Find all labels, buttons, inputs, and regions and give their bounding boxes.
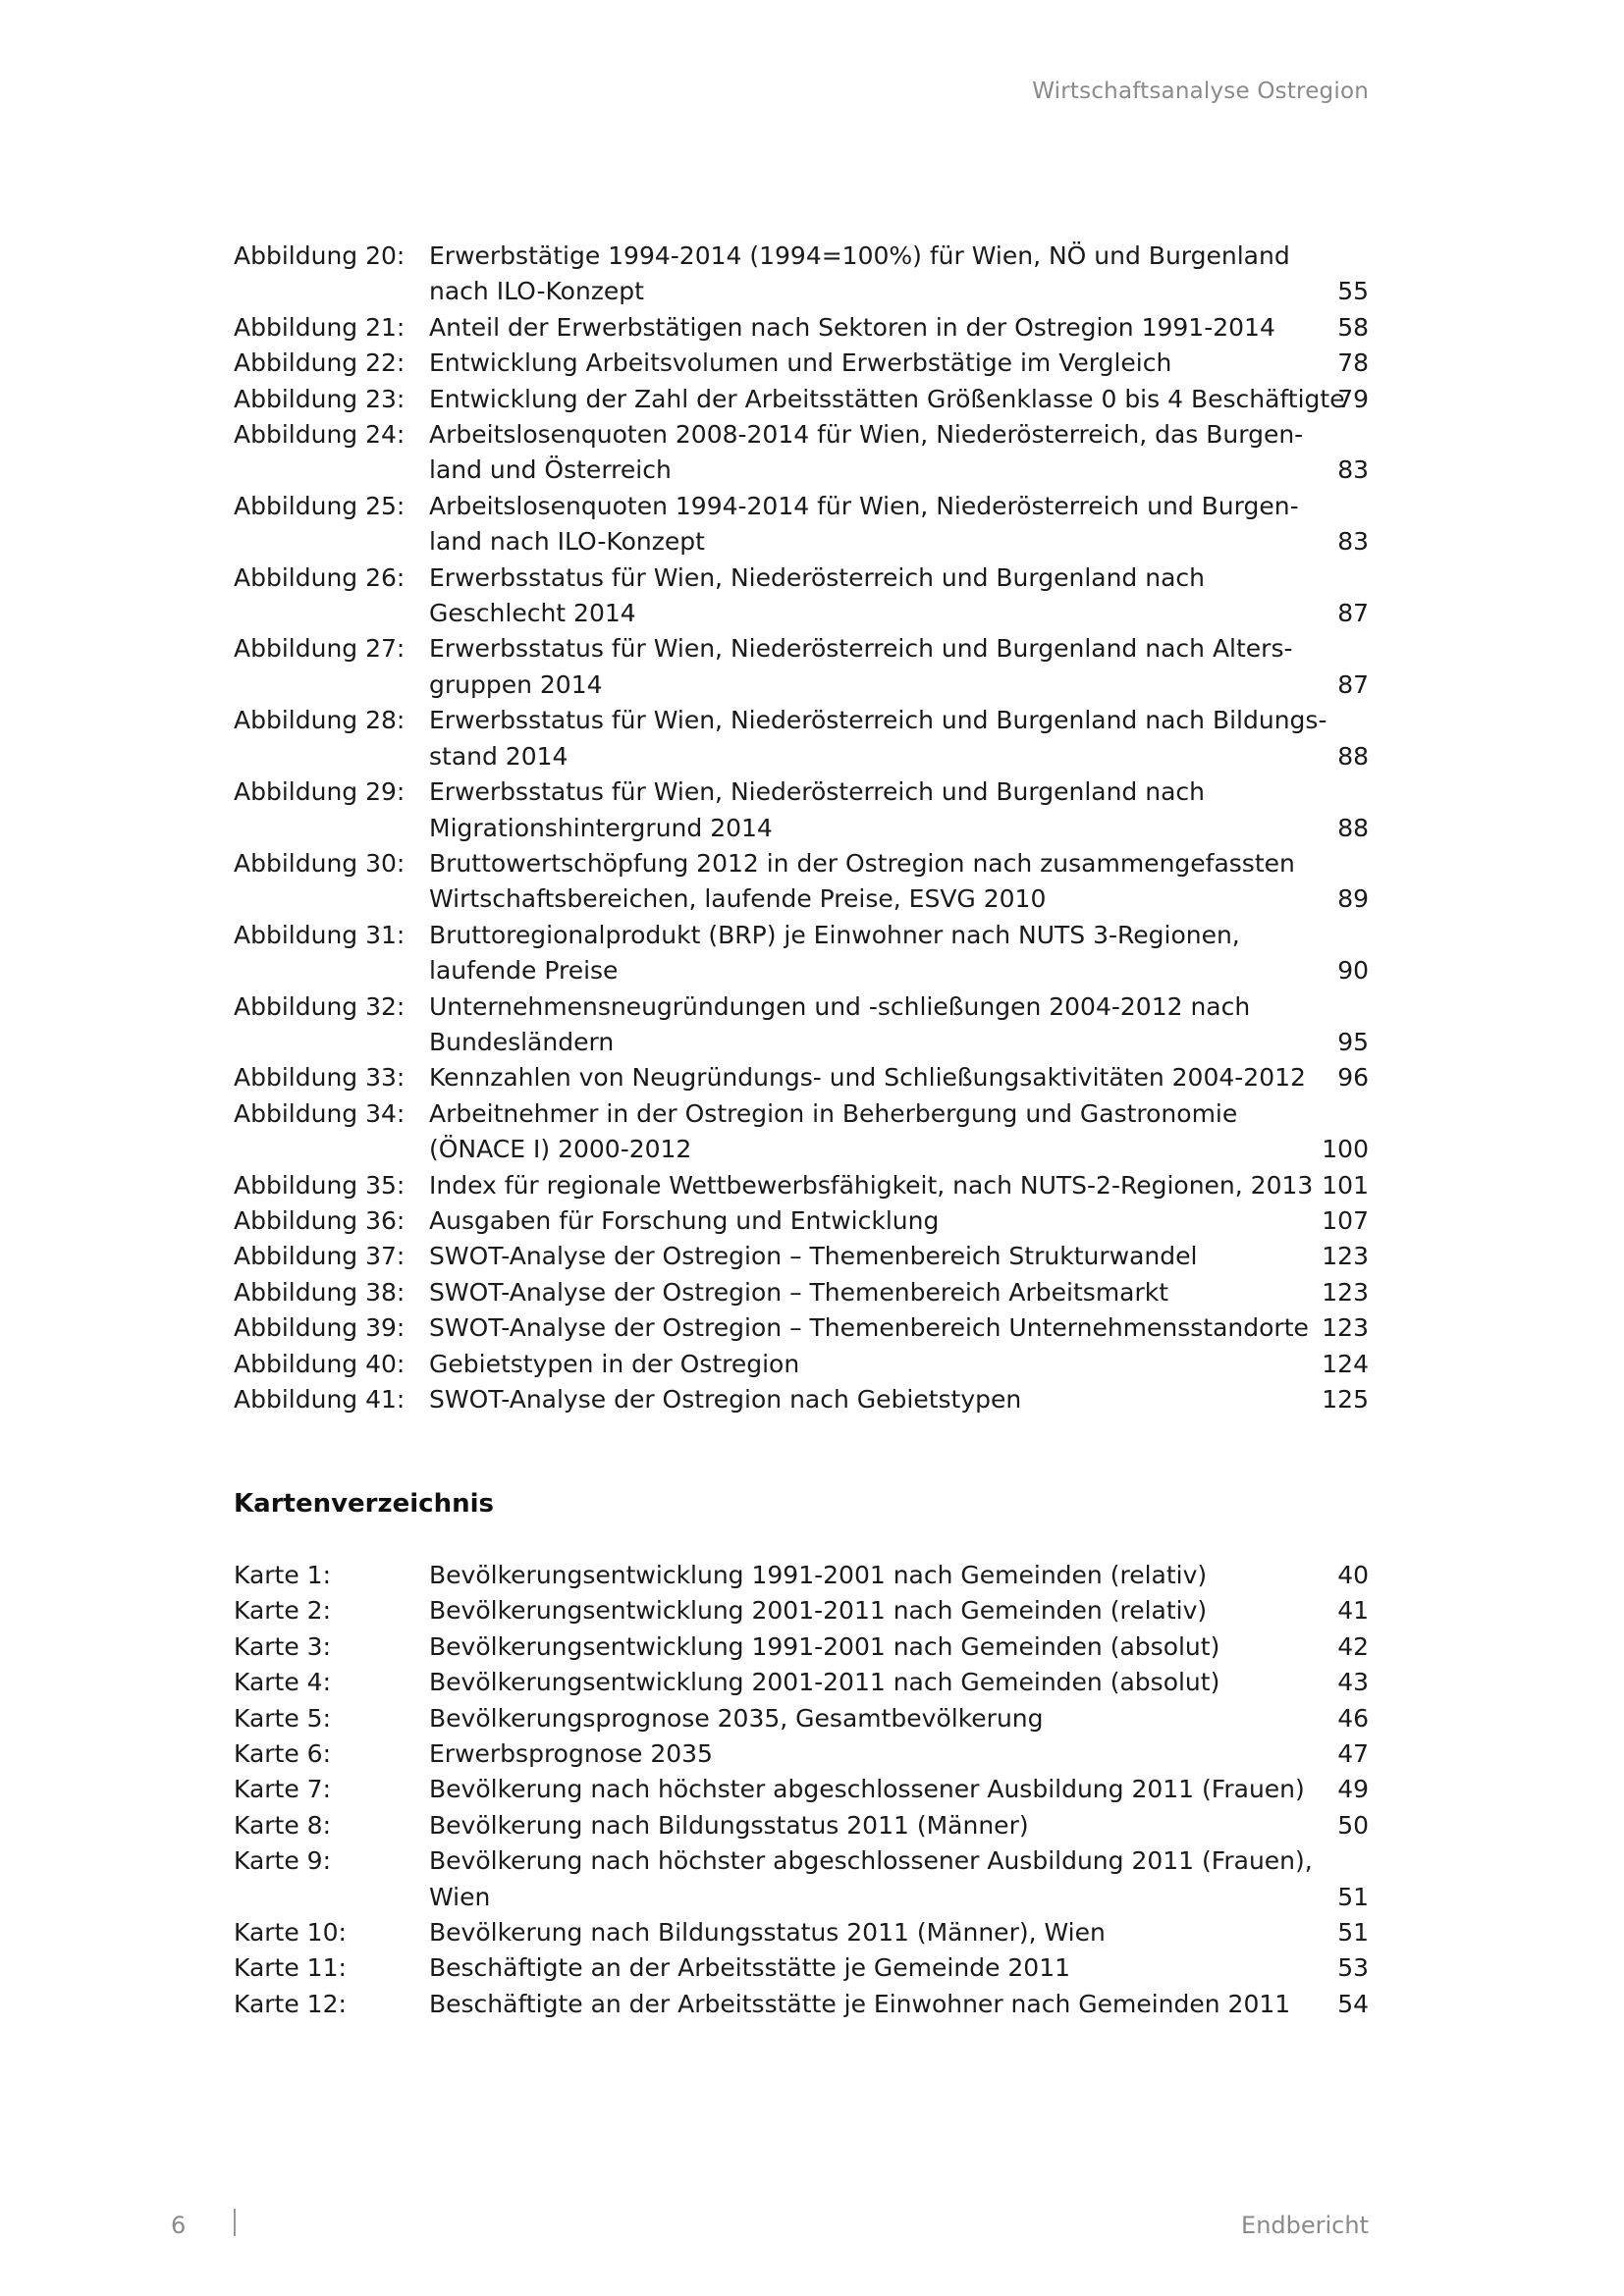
entry-page-number: 50 xyxy=(1337,1810,1369,1840)
entry-page-number: 46 xyxy=(1337,1703,1369,1733)
entry-page-number: 96 xyxy=(1337,1063,1369,1093)
toc-entry xyxy=(234,1665,1369,1700)
toc-entry xyxy=(234,1096,1369,1168)
entry-title-line: Bevölkerungsentwicklung 2001-2011 nach Gemeinden (relativ) xyxy=(429,1596,1208,1626)
toc-entry xyxy=(234,1239,1369,1274)
toc-entry xyxy=(234,1843,1369,1915)
page-number: 6 xyxy=(171,2212,187,2239)
entry-label: Abbildung 21: xyxy=(234,312,406,342)
entry-title-line: Kennzahlen von Neugründungs- und Schließungsaktivitäten 2004-2012 xyxy=(429,1063,1306,1093)
entry-title-line: Index für regionale Wettbewerbsfähigkeit, nach NUTS-2-Regionen, 2013 xyxy=(429,1170,1314,1200)
toc-entry xyxy=(234,1701,1369,1736)
entry-page-number: 83 xyxy=(1337,455,1369,485)
entry-label: Karte 10: xyxy=(234,1918,347,1948)
entry-title xyxy=(429,846,1295,918)
entry-label: Abbildung 23: xyxy=(234,384,406,413)
toc-entry xyxy=(234,489,1369,561)
entry-title-line: Wien xyxy=(429,1882,491,1911)
entry-title-line: Entwicklung der Zahl der Arbeitsstätten Größenklasse 0 bis 4 Beschäftigte xyxy=(429,384,1345,413)
entry-title-line: Entwicklung Arbeitsvolumen und Erwerbstätige im Vergleich xyxy=(429,348,1172,378)
entry-label: Abbildung 37: xyxy=(234,1242,406,1271)
entry-title xyxy=(429,1203,1244,1239)
entry-label: Abbildung 34: xyxy=(234,1098,406,1128)
toc-entry xyxy=(234,1203,1369,1239)
entry-title xyxy=(429,1096,1244,1168)
entry-page-number: 125 xyxy=(1322,1385,1369,1414)
entry-title-line: gruppen 2014 xyxy=(429,669,603,699)
entry-label: Abbildung 39: xyxy=(234,1313,406,1343)
entry-title-line: Bevölkerung nach Bildungsstatus 2011 (Männer) xyxy=(429,1810,1029,1840)
entry-page-number: 88 xyxy=(1337,813,1369,842)
entry-label: Abbildung 32: xyxy=(234,991,406,1021)
entry-label: Abbildung 26: xyxy=(234,562,406,592)
entry-label: Abbildung 24: xyxy=(234,420,406,450)
entry-title xyxy=(429,1987,1291,2022)
entry-title-line: Erwerbsstatus für Wien, Niederösterreich und Burgenland nach Alters- xyxy=(429,634,1293,664)
toc-entry xyxy=(234,310,1369,346)
toc-entry xyxy=(234,1736,1369,1772)
toc-entry xyxy=(234,1347,1369,1382)
entry-page-number: 49 xyxy=(1337,1775,1369,1804)
entry-title-line: Bevölkerung nach höchster abgeschlossener Ausbildung 2011 (Frauen) xyxy=(429,1775,1305,1804)
entry-title-line: Anteil der Erwerbstätigen nach Sektoren in der Ostregion 1991-2014 xyxy=(429,312,1275,342)
entry-label: Abbildung 28: xyxy=(234,706,406,735)
entry-title-line: laufende Preise xyxy=(429,956,619,986)
entry-title-line: Bevölkerungsentwicklung 1991-2001 nach Gemeinden (relativ) xyxy=(429,1561,1208,1589)
entry-title-line: Beschäftigte an der Arbeitsstätte je Gemeinde 2011 xyxy=(429,1953,1071,1983)
entry-title-line: SWOT-Analyse der Ostregion – Themenbereich Strukturwandel xyxy=(429,1242,1198,1271)
toc-entry xyxy=(234,1772,1369,1807)
entry-title-line: Erwerbsprognose 2035 xyxy=(429,1739,713,1769)
entry-title xyxy=(429,989,1251,1061)
entry-title xyxy=(429,1347,1244,1382)
entry-label: Abbildung 38: xyxy=(234,1277,406,1307)
entry-label: Karte 5: xyxy=(234,1703,332,1733)
entry-title xyxy=(429,1665,1244,1700)
entry-title xyxy=(429,1772,1305,1807)
entry-page-number: 90 xyxy=(1337,956,1369,986)
entry-title-line: Migrationshintergrund 2014 xyxy=(429,813,773,842)
toc-entry xyxy=(234,561,1369,632)
toc-entry xyxy=(234,1808,1369,1843)
entry-label: Abbildung 35: xyxy=(234,1170,406,1200)
entry-title xyxy=(429,1382,1244,1417)
entry-title xyxy=(429,1239,1244,1274)
running-header-title: Wirtschaftsanalyse Ostregion xyxy=(1032,79,1369,104)
entry-title xyxy=(429,1950,1244,1986)
entry-title xyxy=(429,417,1304,489)
entry-title-line: Erwerbsstatus für Wien, Niederösterreich und Burgenland nach xyxy=(429,562,1206,592)
map-list xyxy=(234,1558,1369,2022)
entry-label: Karte 12: xyxy=(234,1989,347,2018)
entry-page-number: 101 xyxy=(1322,1170,1369,1200)
entry-title-line: Unternehmensneugründungen und -schließungen 2004-2012 nach xyxy=(429,991,1251,1021)
entry-title xyxy=(429,774,1244,846)
entry-title xyxy=(429,1060,1306,1095)
entry-page-number: 124 xyxy=(1322,1349,1369,1378)
entry-label: Abbildung 40: xyxy=(234,1349,406,1378)
entry-label: Abbildung 22: xyxy=(234,348,406,378)
entry-page-number: 88 xyxy=(1337,741,1369,771)
entry-title-line: land nach ILO-Konzept xyxy=(429,527,705,557)
entry-page-number: 100 xyxy=(1322,1135,1369,1164)
toc-entry xyxy=(234,1987,1369,2022)
entry-label: Abbildung 20: xyxy=(234,241,406,270)
entry-page-number: 123 xyxy=(1322,1313,1369,1343)
entry-label: Karte 9: xyxy=(234,1846,332,1876)
entry-page-number: 83 xyxy=(1337,527,1369,557)
entry-title xyxy=(429,1629,1244,1665)
entry-title-line: SWOT-Analyse der Ostregion – Themenbereich Arbeitsmarkt xyxy=(429,1277,1169,1307)
entry-page-number: 107 xyxy=(1322,1205,1369,1235)
entry-title xyxy=(429,310,1275,346)
entry-title-line: Bevölkerung nach höchster abgeschlossener Ausbildung 2011 (Frauen), xyxy=(429,1846,1313,1876)
entry-page-number: 89 xyxy=(1337,884,1369,914)
entry-title-line: Bruttoregionalprodukt (BRP) je Einwohner nach NUTS 3-Regionen, xyxy=(429,920,1240,949)
toc-entry xyxy=(234,1593,1369,1629)
entry-label: Karte 1: xyxy=(234,1561,332,1589)
entry-title xyxy=(429,1310,1309,1346)
entry-title xyxy=(429,382,1345,417)
entry-title xyxy=(429,1275,1244,1310)
entry-title-line: Ausgaben für Forschung und Entwicklung xyxy=(429,1205,940,1235)
entry-label: Karte 6: xyxy=(234,1739,332,1769)
toc-entry xyxy=(234,1629,1369,1665)
running-footer-title: Endbericht xyxy=(1241,2212,1369,2239)
entry-page-number: 43 xyxy=(1337,1668,1369,1697)
toc-entry xyxy=(234,1382,1369,1417)
entry-title xyxy=(429,1593,1244,1629)
entry-label: Abbildung 31: xyxy=(234,920,406,949)
toc-entry xyxy=(234,774,1369,846)
entry-title xyxy=(429,631,1293,703)
entry-page-number: 95 xyxy=(1337,1027,1369,1056)
entry-page-number: 51 xyxy=(1337,1882,1369,1911)
entry-title-line: Erwerbsstatus für Wien, Niederösterreich und Burgenland nach Bildungs- xyxy=(429,706,1327,735)
entry-page-number: 58 xyxy=(1337,312,1369,342)
entry-label: Abbildung 33: xyxy=(234,1063,406,1093)
entry-page-number: 79 xyxy=(1337,384,1369,413)
toc-entry xyxy=(234,239,1369,310)
entry-label: Karte 3: xyxy=(234,1631,332,1661)
entry-title-line: Beschäftigte an der Arbeitsstätte je Einwohner nach Gemeinden 2011 xyxy=(429,1989,1291,2018)
toc-entry xyxy=(234,846,1369,918)
entry-label: Karte 4: xyxy=(234,1668,332,1697)
entry-label: Abbildung 25: xyxy=(234,491,406,520)
entry-page-number: 54 xyxy=(1337,1989,1369,2018)
entry-page-number: 87 xyxy=(1337,669,1369,699)
entry-label: Abbildung 36: xyxy=(234,1205,406,1235)
entry-label: Karte 8: xyxy=(234,1810,332,1840)
entry-title xyxy=(429,918,1244,989)
entry-title-line: Erwerbsstatus für Wien, Niederösterreich und Burgenland nach xyxy=(429,777,1206,807)
toc-entry xyxy=(234,1310,1369,1346)
toc-entry xyxy=(234,1950,1369,1986)
entry-title-line: Bevölkerungsentwicklung 1991-2001 nach Gemeinden (absolut) xyxy=(429,1631,1220,1661)
entry-label: Abbildung 30: xyxy=(234,848,406,878)
entry-title-line: Bruttowertschöpfung 2012 in der Ostregion nach zusammengefassten xyxy=(429,848,1295,878)
entry-page-number: 78 xyxy=(1337,348,1369,378)
entry-page-number: 55 xyxy=(1337,277,1369,306)
entry-title-line: Erwerbstätige 1994-2014 (1994=100%) für Wien, NÖ und Burgenland xyxy=(429,241,1290,270)
entry-title-line: Arbeitnehmer in der Ostregion in Beherbergung und Gastronomie xyxy=(429,1098,1238,1128)
toc-entry xyxy=(234,417,1369,489)
maps-section-heading: Kartenverzeichnis xyxy=(234,1489,494,1519)
toc-entry xyxy=(234,703,1369,774)
entry-page-number: 42 xyxy=(1337,1631,1369,1661)
entry-page-number: 51 xyxy=(1337,1918,1369,1948)
entry-page-number: 123 xyxy=(1322,1277,1369,1307)
entry-page-number: 41 xyxy=(1337,1596,1369,1626)
entry-title xyxy=(429,561,1244,632)
toc-entry xyxy=(234,989,1369,1061)
entry-page-number: 87 xyxy=(1337,599,1369,628)
entry-page-number: 40 xyxy=(1337,1561,1369,1589)
entry-page-number: 53 xyxy=(1337,1953,1369,1983)
entry-label: Abbildung 41: xyxy=(234,1385,406,1414)
entry-label: Abbildung 27: xyxy=(234,634,406,664)
toc-entry xyxy=(234,631,1369,703)
toc-entry xyxy=(234,1275,1369,1310)
entry-title-line: Geschlecht 2014 xyxy=(429,599,636,628)
toc-entry xyxy=(234,1168,1369,1203)
toc-entry xyxy=(234,918,1369,989)
entry-title-line: Wirtschaftsbereichen, laufende Preise, ESVG 2010 xyxy=(429,884,1047,914)
entry-title-line: land und Österreich xyxy=(429,455,672,485)
entry-title xyxy=(429,489,1299,561)
entry-title-line: stand 2014 xyxy=(429,741,568,771)
entry-page-number: 47 xyxy=(1337,1739,1369,1769)
toc-entry xyxy=(234,346,1369,381)
entry-label: Karte 2: xyxy=(234,1596,332,1626)
toc-entry xyxy=(234,1915,1369,1950)
entry-title xyxy=(429,1701,1244,1736)
entry-title xyxy=(429,1808,1244,1843)
entry-title-line: SWOT-Analyse der Ostregion – Themenbereich Unternehmensstandorte xyxy=(429,1313,1309,1343)
entry-title xyxy=(429,1558,1244,1593)
toc-entry xyxy=(234,382,1369,417)
entry-title xyxy=(429,1843,1313,1915)
footer-divider xyxy=(234,2209,236,2236)
entry-label: Karte 11: xyxy=(234,1953,347,1983)
entry-title-line: (ÖNACE I) 2000-2012 xyxy=(429,1135,692,1164)
entry-title-line: Bevölkerungsprognose 2035, Gesamtbevölkerung xyxy=(429,1703,1044,1733)
figure-list xyxy=(234,239,1369,1417)
toc-entry xyxy=(234,1558,1369,1593)
entry-title xyxy=(429,1915,1244,1950)
entry-title-line: nach ILO-Konzept xyxy=(429,277,644,306)
entry-title-line: Bevölkerung nach Bildungsstatus 2011 (Männer), Wien xyxy=(429,1918,1106,1948)
entry-page-number: 123 xyxy=(1322,1242,1369,1271)
entry-title xyxy=(429,703,1327,774)
toc-entry xyxy=(234,1060,1369,1095)
entry-title-line: Arbeitslosenquoten 1994-2014 für Wien, Niederösterreich und Burgen- xyxy=(429,491,1299,520)
entry-title-line: Gebietstypen in der Ostregion xyxy=(429,1349,800,1378)
entry-label: Abbildung 29: xyxy=(234,777,406,807)
entry-title-line: SWOT-Analyse der Ostregion nach Gebietstypen xyxy=(429,1385,1022,1414)
entry-title xyxy=(429,239,1290,310)
entry-title-line: Bundesländern xyxy=(429,1027,615,1056)
entry-title-line: Bevölkerungsentwicklung 2001-2011 nach Gemeinden (absolut) xyxy=(429,1668,1220,1697)
entry-label: Karte 7: xyxy=(234,1775,332,1804)
entry-title xyxy=(429,1736,1244,1772)
entry-title xyxy=(429,346,1244,381)
entry-title-line: Arbeitslosenquoten 2008-2014 für Wien, Niederösterreich, das Burgen- xyxy=(429,420,1304,450)
entry-title xyxy=(429,1168,1314,1203)
